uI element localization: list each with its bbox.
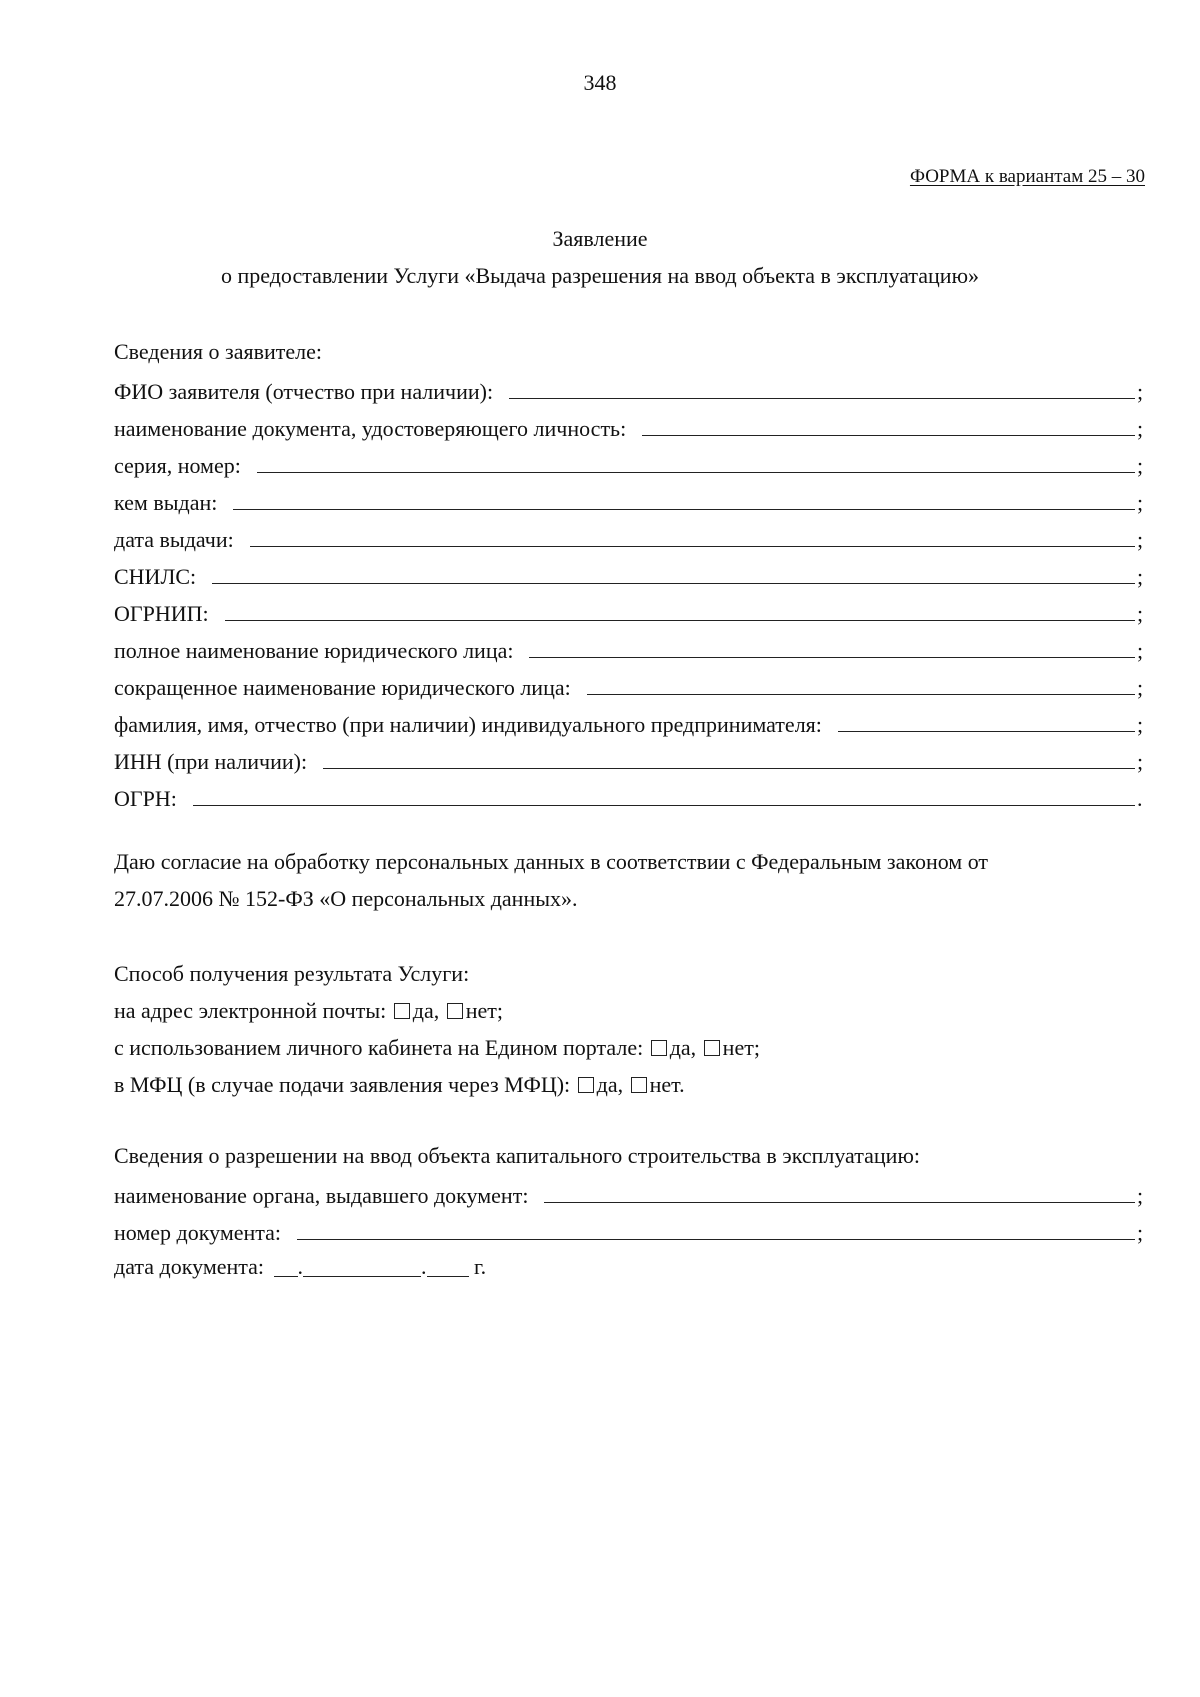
field-punctuation: ; <box>1137 564 1144 589</box>
option-label: на адрес электронной почты: <box>114 998 387 1023</box>
date-year-suffix: г. <box>474 1254 487 1279</box>
entrepreneur-name-row <box>114 703 1145 740</box>
delivery-heading: Способ получения результата Услуги: <box>114 961 470 986</box>
field-label: номер документа: <box>114 1220 282 1245</box>
document-number-row <box>114 1211 1145 1248</box>
issuing-authority-row <box>114 1174 1145 1211</box>
inn-field[interactable] <box>323 767 1135 769</box>
field-label: ОГРН: <box>114 786 177 811</box>
option-label: в МФЦ (в случае подачи заявления через МФЦ): <box>114 1072 571 1097</box>
yes-label: да, <box>669 1035 697 1060</box>
entrepreneur-name-field[interactable] <box>838 730 1135 732</box>
applicant-fio-field[interactable] <box>509 397 1135 399</box>
no-label: нет; <box>722 1035 760 1060</box>
form-reference: ФОРМА к вариантам 25 – 30 <box>909 166 1145 187</box>
issued-by-field[interactable] <box>233 508 1135 510</box>
no-label: нет; <box>465 998 503 1023</box>
page-number: 348 <box>583 70 617 95</box>
snils-row <box>114 555 1145 592</box>
email-yes-checkbox[interactable] <box>394 1003 410 1019</box>
field-label: серия, номер: <box>114 453 241 478</box>
mfc-yes-checkbox[interactable] <box>578 1077 594 1093</box>
date-day-field[interactable] <box>274 1256 298 1277</box>
field-label: ОГРНИП: <box>114 601 209 626</box>
field-punctuation: ; <box>1137 675 1144 700</box>
field-punctuation: ; <box>1137 379 1144 404</box>
yes-label: да, <box>412 998 440 1023</box>
legal-entity-full-name-row <box>114 629 1145 666</box>
yes-label: да, <box>596 1072 624 1097</box>
field-punctuation: ; <box>1137 601 1144 626</box>
identity-document-row <box>114 407 1145 444</box>
inn-row <box>114 740 1145 777</box>
field-punctuation: ; <box>1137 1220 1144 1245</box>
date-label: дата документа: <box>114 1254 265 1279</box>
field-label: дата выдачи: <box>114 527 234 552</box>
consent-line-1: Даю согласие на обработку персональных данных в соответствии с Федеральным законом от <box>114 849 989 874</box>
ogrnip-field[interactable] <box>225 619 1135 621</box>
issuing-authority-field[interactable] <box>544 1201 1135 1203</box>
document-title: Заявление <box>552 226 648 251</box>
field-label: фамилия, имя, отчество (при наличии) индивидуального предпринимателя: <box>114 712 822 737</box>
identity-document-field[interactable] <box>642 434 1135 436</box>
field-punctuation: ; <box>1137 638 1144 663</box>
field-label: ФИО заявителя (отчество при наличии): <box>114 379 494 404</box>
issued-by-row <box>114 481 1145 518</box>
field-label: наименование органа, выдавшего документ: <box>114 1183 529 1208</box>
field-punctuation: ; <box>1137 1183 1144 1208</box>
document-date-row <box>114 1248 1145 1285</box>
issue-date-row <box>114 518 1145 555</box>
field-label: полное наименование юридического лица: <box>114 638 514 663</box>
document-number-field[interactable] <box>297 1238 1135 1240</box>
email-no-checkbox[interactable] <box>447 1003 463 1019</box>
date-separator: . <box>421 1254 427 1279</box>
field-punctuation: ; <box>1137 527 1144 552</box>
field-punctuation: ; <box>1137 749 1144 774</box>
series-number-row <box>114 444 1145 481</box>
mfc-no-checkbox[interactable] <box>631 1077 647 1093</box>
legal-entity-short-name-field[interactable] <box>587 693 1135 695</box>
ogrnip-row <box>114 592 1145 629</box>
field-punctuation: ; <box>1137 453 1144 478</box>
delivery-option-email <box>114 992 1145 1029</box>
field-punctuation: ; <box>1137 712 1144 737</box>
legal-entity-full-name-field[interactable] <box>529 656 1135 658</box>
field-punctuation: ; <box>1137 490 1144 515</box>
portal-yes-checkbox[interactable] <box>651 1040 667 1056</box>
delivery-option-portal <box>114 1029 1145 1066</box>
field-label: наименование документа, удостоверяющего личность: <box>114 416 627 441</box>
field-label: сокращенное наименование юридического лица: <box>114 675 571 700</box>
permit-heading: Сведения о разрешении на ввод объекта капитального строительства в эксплуатацию: <box>114 1143 920 1168</box>
series-number-field[interactable] <box>257 471 1135 473</box>
snils-field[interactable] <box>212 582 1135 584</box>
field-label: СНИЛС: <box>114 564 197 589</box>
field-label: кем выдан: <box>114 490 218 515</box>
applicant-section <box>114 333 1145 814</box>
permit-section <box>114 1137 1145 1285</box>
field-punctuation: . <box>1137 786 1143 811</box>
applicant-fio-row <box>114 370 1145 407</box>
date-separator: . <box>297 1254 304 1279</box>
date-year-field[interactable] <box>427 1256 469 1277</box>
date-month-field[interactable] <box>303 1256 421 1277</box>
applicant-heading: Сведения о заявителе: <box>114 339 323 364</box>
legal-entity-short-name-row <box>114 666 1145 703</box>
option-label: с использованием личного кабинета на Едином портале: <box>114 1035 644 1060</box>
field-punctuation: ; <box>1137 416 1144 441</box>
issue-date-field[interactable] <box>250 545 1135 547</box>
consent-line-2: 27.07.2006 № 152-ФЗ «О персональных данных». <box>114 886 578 911</box>
consent-paragraph <box>114 843 1145 917</box>
delivery-option-mfc <box>114 1066 1145 1103</box>
ogrn-row <box>114 777 1145 814</box>
ogrn-field[interactable] <box>193 804 1135 806</box>
delivery-section <box>114 955 1145 1103</box>
document-subtitle: о предоставлении Услуги «Выдача разрешения на ввод объекта в эксплуатацию» <box>220 263 980 288</box>
field-label: ИНН (при наличии): <box>114 749 308 774</box>
no-label: нет. <box>649 1072 685 1097</box>
portal-no-checkbox[interactable] <box>704 1040 720 1056</box>
